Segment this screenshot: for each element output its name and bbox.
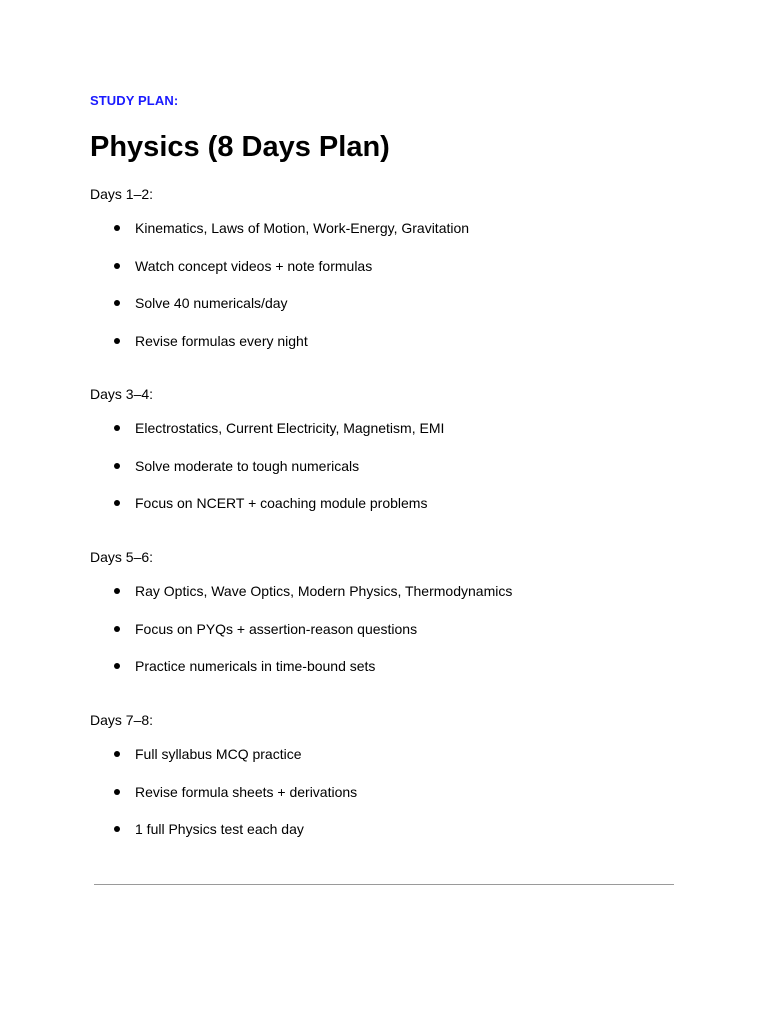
list-item-text: Ray Optics, Wave Optics, Modern Physics, Thermodynamics	[135, 583, 513, 599]
bullet-icon	[114, 663, 120, 669]
list-item	[90, 783, 690, 801]
page-title: Physics (8 Days Plan)	[90, 131, 390, 163]
list-item-text: Full syllabus MCQ practice	[135, 746, 302, 762]
section-days-1-2	[90, 185, 690, 350]
section-heading: Days 5–6:	[90, 549, 154, 565]
bullet-icon	[114, 626, 120, 632]
bullet-icon	[114, 263, 120, 269]
bullet-list	[90, 745, 690, 838]
list-item-text: Watch concept videos + note formulas	[135, 257, 373, 274]
list-item-text: Electrostatics, Current Electricity, Magnetism, EMI	[135, 420, 445, 436]
bullet-icon	[114, 225, 120, 231]
bullet-list	[90, 219, 690, 350]
horizontal-divider	[94, 884, 674, 885]
list-item-text: Revise formulas every night	[135, 332, 308, 349]
list-item-text: Kinematics, Laws of Motion, Work-Energy, Gravitation	[135, 220, 470, 236]
bullet-icon	[114, 300, 120, 306]
bullet-icon	[114, 425, 120, 431]
bullet-icon	[114, 338, 120, 344]
list-item	[90, 294, 690, 312]
list-item	[90, 494, 690, 512]
section-days-5-6	[90, 548, 690, 675]
list-item-text: Solve moderate to tough numericals	[135, 457, 360, 474]
list-item	[90, 745, 690, 763]
list-item	[90, 332, 690, 350]
section-heading: Days 3–4:	[90, 386, 154, 402]
bullet-icon	[114, 751, 120, 757]
bullet-icon	[114, 826, 120, 832]
list-item	[90, 219, 690, 237]
list-item-text: Revise formula sheets + derivations	[135, 783, 358, 800]
list-item-text: Focus on PYQs + assertion-reason questions	[135, 620, 418, 637]
bullet-icon	[114, 588, 120, 594]
list-item	[90, 419, 690, 437]
section-days-3-4	[90, 385, 690, 512]
section-heading: Days 1–2:	[90, 186, 154, 202]
list-item	[90, 620, 690, 638]
bullet-icon	[114, 789, 120, 795]
list-item	[90, 820, 690, 838]
list-item	[90, 582, 690, 600]
list-item-text: Focus on NCERT + coaching module problems	[135, 495, 428, 512]
list-item	[90, 657, 690, 675]
list-item-text: 1 full Physics test each day	[135, 821, 304, 838]
section-heading: Days 7–8:	[90, 712, 154, 728]
bullet-list	[90, 419, 690, 512]
bullet-icon	[114, 500, 120, 506]
list-item	[90, 457, 690, 475]
bullet-icon	[114, 463, 120, 469]
list-item-text: Solve 40 numericals/day	[135, 295, 288, 312]
study-plan-label: STUDY PLAN:	[90, 93, 179, 108]
list-item	[90, 257, 690, 275]
list-item-text: Practice numericals in time-bound sets	[135, 658, 376, 675]
section-days-7-8	[90, 711, 690, 838]
bullet-list	[90, 582, 690, 675]
